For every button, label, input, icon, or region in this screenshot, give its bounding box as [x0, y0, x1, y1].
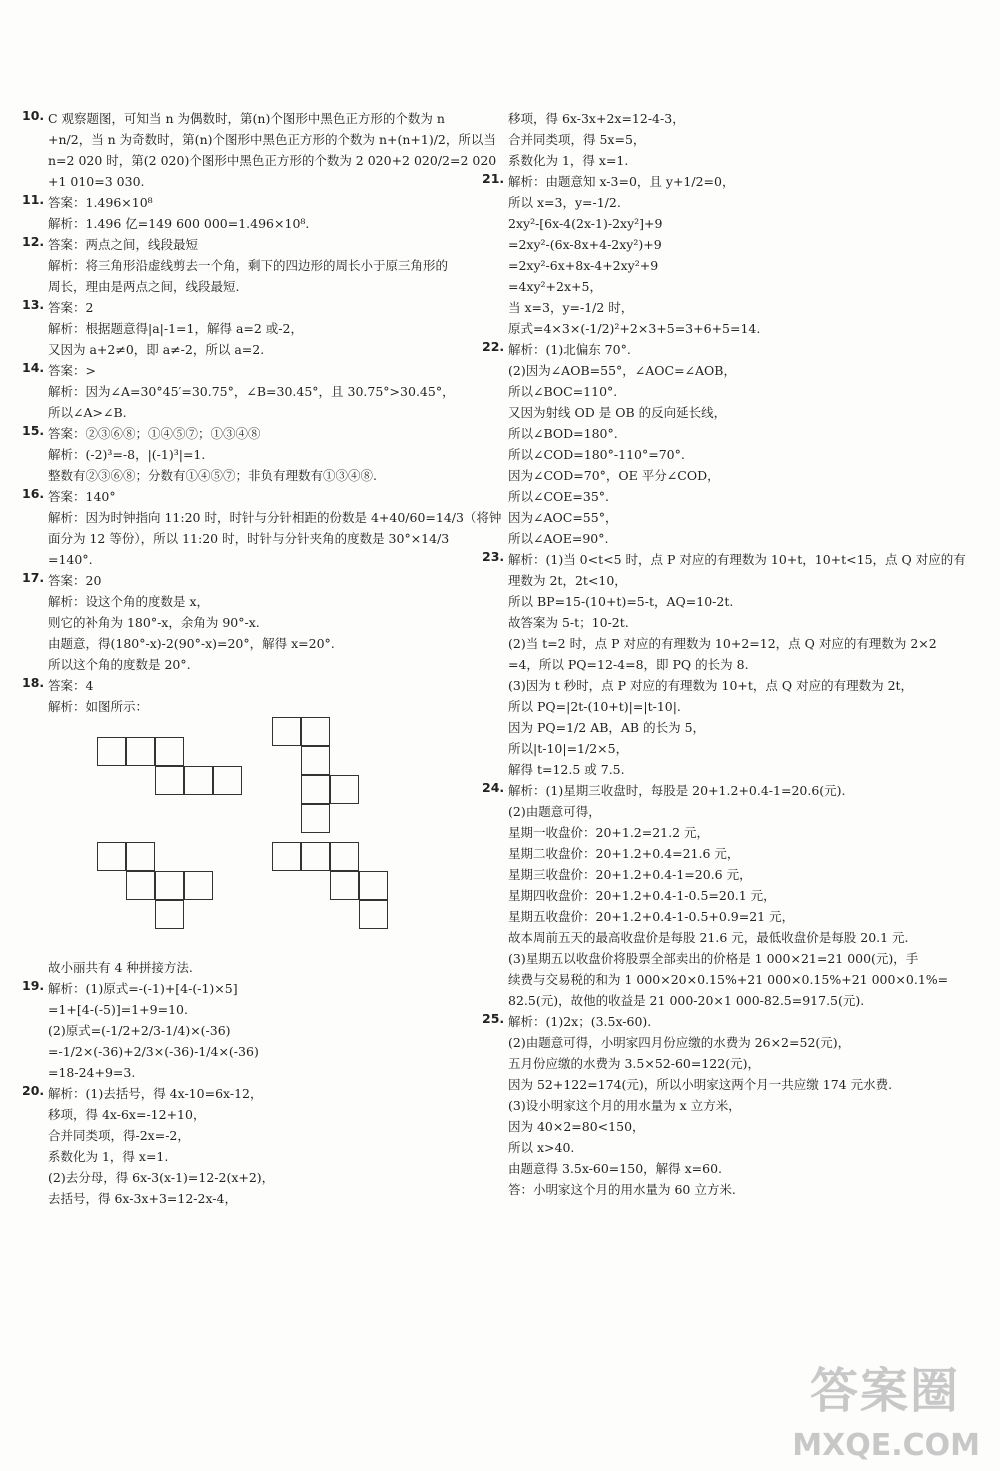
- net-cell: [184, 766, 213, 795]
- answer-line: 解析：如图所示：: [48, 699, 149, 714]
- answer-line: 所以∠A>∠B.: [48, 405, 127, 420]
- answer-item: [22, 1083, 472, 1209]
- answer-line: =2xy²-(6x-8x+4-2xy²)+9: [508, 237, 662, 252]
- answer-line: 因为∠COD=70°，OE 平分∠COD，: [508, 468, 720, 483]
- answer-line: 周长，理由是两点之间，线段最短.: [48, 279, 240, 294]
- net-cell: [359, 900, 388, 929]
- net-cell: [155, 900, 184, 929]
- answer-line: 解析：(-2)³=-8，|(-1)³|=1.: [48, 447, 206, 462]
- answer-line: 解析：因为时钟指向 11:20 时，时针与分针相距的份数是 4+40/60=14/3（将钟: [48, 510, 502, 525]
- answer-line: 系数化为 1，得 x=1.: [48, 1149, 169, 1164]
- answer-line: 解析：(1)原式=-(-1)+[4-(-1)×5]: [48, 981, 238, 996]
- answer-item: [482, 549, 966, 780]
- answer-line: 移项，得 6x-3x+2x=12-4-3，: [508, 111, 685, 126]
- net-cell: [330, 842, 359, 871]
- question-number: 16.: [22, 486, 45, 501]
- answer-item: [22, 570, 472, 675]
- question-number: 12.: [22, 234, 45, 249]
- answer-line: 由题意，得(180°-x)-2(90°-x)=20°，解得 x=20°.: [48, 636, 335, 651]
- question-number: 24.: [482, 780, 505, 795]
- answer-line: 答案：20: [48, 573, 102, 588]
- answer-item: [22, 360, 472, 423]
- answer-line: 解析：根据题意得|a|-1=1，解得 a=2 或-2，: [48, 321, 303, 336]
- answer-line: (3)星期五以收盘价将股票全部卖出的价格是 1 000×21=21 000(元)，手: [508, 951, 919, 966]
- answer-line: 所以 PQ=|2t-(10+t)|=|t-10|.: [508, 699, 681, 714]
- answer-line: 所以∠COD=180°-110°=70°.: [508, 447, 685, 462]
- answer-line: 答：小明家这个月的用水量为 60 立方米.: [508, 1182, 736, 1197]
- q18-net-figures: [22, 717, 472, 957]
- answer-line: =4xy²+2x+5，: [508, 279, 602, 294]
- answer-line: =140°.: [48, 552, 93, 567]
- answer-line: 合并同类项，得 5x=5，: [508, 132, 646, 147]
- answer-line: C 观察题图，可知当 n 为偶数时，第(n)个图形中黑色正方形的个数为 n: [48, 111, 445, 126]
- answer-line: 解析：设这个角的度数是 x，: [48, 594, 210, 609]
- answer-line: 又因为 a+2≠0，即 a≠-2，所以 a=2.: [48, 342, 265, 357]
- answer-line: 所以∠AOE=90°.: [508, 531, 609, 546]
- answer-line: 星期五收盘价：20+1.2+0.4-1-0.5+0.9=21 元，: [508, 909, 795, 924]
- answer-line: 所以∠BOD=180°.: [508, 426, 618, 441]
- answer-line: 五月份应缴的水费为 3.5×52-60=122(元)，: [508, 1056, 760, 1071]
- net-cell: [155, 871, 184, 900]
- answer-line: +n/2，当 n 为奇数时，第(n)个图形中黑色正方形的个数为 n+(n+1)/2，所以当: [48, 132, 496, 147]
- answer-line: =4，所以 PQ=12-4=8，即 PQ 的长为 8.: [508, 657, 749, 672]
- answer-line: 解析：由题意知 x-3=0，且 y+1/2=0，: [508, 174, 735, 189]
- answer-line: 2xy²-[6x-4(2x-1)-2xy²]+9: [508, 216, 663, 231]
- answer-line: (2)当 t=2 时，点 P 对应的有理数为 10+2=12，点 Q 对应的有理数为 2×2: [508, 636, 937, 651]
- answer-line: 故答案为 5-t；10-2t.: [508, 615, 629, 630]
- question-number: 11.: [22, 192, 45, 207]
- answer-line: +1 010=3 030.: [48, 174, 145, 189]
- answer-line: 解析：(1)2x；(3.5x-60).: [508, 1014, 652, 1029]
- answer-line: 82.5(元)，故他的收益是 21 000-20×1 000-82.5=917.5(元).: [508, 993, 865, 1008]
- answer-line: 答案：140°: [48, 489, 116, 504]
- answer-line: 解析：(1)去括号，得 4x-10=6x-12，: [48, 1086, 263, 1101]
- net-cell: [155, 737, 184, 766]
- net-cell: [301, 717, 330, 746]
- question-number: 10.: [22, 108, 45, 123]
- answer-line: n=2 020 时，第(2 020)个图形中黑色正方形的个数为 2 020+2 020/2=2 020: [48, 153, 497, 168]
- question-number: 15.: [22, 423, 45, 438]
- answer-line: 所以∠BOC=110°.: [508, 384, 618, 399]
- answer-line: 续费与交易税的和为 1 000×20×0.15%+21 000×0.15%+21 000×0.1%=: [508, 972, 949, 987]
- right-column: [482, 108, 966, 1200]
- answer-line: 所以 BP=15-(10+t)=5-t，AQ=10-2t.: [508, 594, 734, 609]
- answer-line: (2)由题意可得，: [508, 804, 601, 819]
- answer-line: =1+[4-(-5)]=1+9=10.: [48, 1002, 188, 1017]
- answer-line: 解析：1.496 亿=149 600 000=1.496×10⁸.: [48, 216, 310, 231]
- answer-item: [22, 192, 472, 234]
- answer-line: 解析：因为∠A=30°45′=30.75°，∠B=30.45°，且 30.75°>30.45°，: [48, 384, 455, 399]
- net-cell: [272, 842, 301, 871]
- answer-line: =2xy²-6x+8x-4+2xy²+9: [508, 258, 659, 273]
- answer-line: 因为 52+122=174(元)，所以小明家这两个月一共应缴 174 元水费.: [508, 1077, 893, 1092]
- answer-item: [482, 780, 962, 1011]
- question-number: 13.: [22, 297, 45, 312]
- answer-line: 面分为 12 等份），所以 11:20 时，时针与分针夹角的度数是 30°×14/3: [48, 531, 450, 546]
- answer-line: 由题意得 3.5x-60=150，解得 x=60.: [508, 1161, 723, 1176]
- question-number: 18.: [22, 675, 45, 690]
- answer-line: (3)因为 t 秒时，点 P 对应的有理数为 10+t，点 Q 对应的有理数为 2t，: [508, 678, 914, 693]
- answer-line: (2)由题意可得，小明家四月份应缴的水费为 26×2=52(元)，: [508, 1035, 851, 1050]
- answer-line: =18-24+9=3.: [48, 1065, 136, 1080]
- answer-item: [22, 675, 472, 717]
- question-number: 14.: [22, 360, 45, 375]
- answer-line: 解析：(1)星期三收盘时，每股是 20+1.2+0.4-1=20.6(元).: [508, 783, 846, 798]
- answer-line: 合并同类项，得-2x=-2，: [48, 1128, 190, 1143]
- answer-line: 又因为射线 OD 是 OB 的反向延长线，: [508, 405, 727, 420]
- q18-conclusion: 故小丽共有 4 种拼接方法.: [48, 960, 193, 975]
- answer-line: =-1/2×(-36)+2/3×(-36)-1/4×(-36): [48, 1044, 259, 1059]
- answer-line: 所以 x=3，y=-1/2.: [508, 195, 621, 210]
- answer-line: 原式=4×3×(-1/2)²+2×3+5=3+6+5=14.: [508, 321, 761, 336]
- answer-item: [22, 978, 472, 1083]
- net-cell: [301, 775, 330, 804]
- answer-line: 解析：(1)当 0<t<5 时，点 P 对应的有理数为 10+t，10+t<15，点 Q 对应的有: [508, 552, 966, 567]
- net-cell: [301, 804, 330, 833]
- net-cell: [97, 737, 126, 766]
- net-cell: [97, 842, 126, 871]
- answer-item: [22, 297, 472, 360]
- answer-line: 答案：4: [48, 678, 94, 693]
- question-number: 19.: [22, 978, 45, 993]
- answer-line: 星期一收盘价：20+1.2=21.2 元，: [508, 825, 710, 840]
- answer-line: 解析：将三角形沿虚线剪去一个角，剩下的四边形的周长小于原三角形的: [48, 258, 449, 273]
- answer-line: 答案：②③⑥⑧；①④⑤⑦；①③④⑧: [48, 426, 261, 441]
- answer-item: [482, 108, 962, 171]
- question-number: 21.: [482, 171, 505, 186]
- net-cell: [126, 842, 155, 871]
- net-cell: [359, 871, 388, 900]
- answer-line: 移项，得 4x-6x=-12+10，: [48, 1107, 206, 1122]
- answer-item: [482, 1011, 962, 1200]
- answer-line: 答案：1.496×10⁸: [48, 195, 153, 210]
- question-number: 23.: [482, 549, 505, 564]
- question-number: 20.: [22, 1083, 45, 1098]
- answer-item: [482, 339, 962, 549]
- answer-line: 所以 x>40.: [508, 1140, 575, 1155]
- answer-line: (2)因为∠AOB=55°，∠AOC=∠AOB，: [508, 363, 736, 378]
- answer-item: [22, 234, 472, 297]
- answer-line: 去括号，得 6x-3x+3=12-2x-4，: [48, 1191, 237, 1206]
- answer-line: (2)去分母，得 6x-3(x-1)=12-2(x+2)，: [48, 1170, 275, 1185]
- net-cell: [213, 766, 242, 795]
- answer-line: 答案：>: [48, 363, 96, 378]
- net-cell: [330, 871, 359, 900]
- answer-line: 所以∠COE=35°.: [508, 489, 610, 504]
- answer-line: 答案：两点之间，线段最短: [48, 237, 199, 252]
- answer-line: (2)原式=(-1/2+2/3-1/4)×(-36): [48, 1023, 231, 1038]
- net-cell: [301, 746, 330, 775]
- net-cell: [272, 717, 301, 746]
- answer-line: 所以|t-10|=1/2×5，: [508, 741, 629, 756]
- net-cell: [126, 737, 155, 766]
- answer-line: 当 x=3，y=-1/2 时，: [508, 300, 634, 315]
- answer-item: [22, 423, 472, 486]
- answer-line: 因为∠AOC=55°，: [508, 510, 618, 525]
- question-number: 22.: [482, 339, 505, 354]
- question-number: 25.: [482, 1011, 505, 1026]
- question-number: 17.: [22, 570, 45, 585]
- answer-line: (3)设小明家这个月的用水量为 x 立方米，: [508, 1098, 741, 1113]
- answer-line: 则它的补角为 180°-x，余角为 90°-x.: [48, 615, 260, 630]
- answer-line: 整数有②③⑥⑧；分数有①④⑤⑦；非负有理数有①③④⑧.: [48, 468, 377, 483]
- net-cell: [301, 842, 330, 871]
- answer-line: 解析：(1)北偏东 70°.: [508, 342, 631, 357]
- answer-line: 星期四收盘价：20+1.2+0.4-1-0.5=20.1 元，: [508, 888, 776, 903]
- answer-line: 系数化为 1，得 x=1.: [508, 153, 629, 168]
- answer-line: 故本周前五天的最高收盘价是每股 21.6 元，最低收盘价是每股 20.1 元.: [508, 930, 909, 945]
- answer-line: 星期二收盘价：20+1.2+0.4=21.6 元，: [508, 846, 740, 861]
- answer-item: [482, 171, 962, 339]
- answer-line: 因为 PQ=1/2 AB，AB 的长为 5，: [508, 720, 706, 735]
- answer-line: 所以这个角的度数是 20°.: [48, 657, 191, 672]
- answer-line: 星期三收盘价：20+1.2+0.4-1=20.6 元，: [508, 867, 752, 882]
- net-cell: [155, 766, 184, 795]
- answer-line: 解得 t=12.5 或 7.5.: [508, 762, 625, 777]
- answer-line: 因为 40×2=80<150，: [508, 1119, 645, 1134]
- net-cell: [330, 775, 359, 804]
- watermark-url: MXQE.COM: [792, 1428, 980, 1463]
- answer-line: 理数为 2t，2t<10，: [508, 573, 627, 588]
- watermark-logo: 答案圈: [809, 1363, 960, 1419]
- net-cell: [126, 871, 155, 900]
- answer-line: 答案：2: [48, 300, 94, 315]
- net-cell: [184, 871, 213, 900]
